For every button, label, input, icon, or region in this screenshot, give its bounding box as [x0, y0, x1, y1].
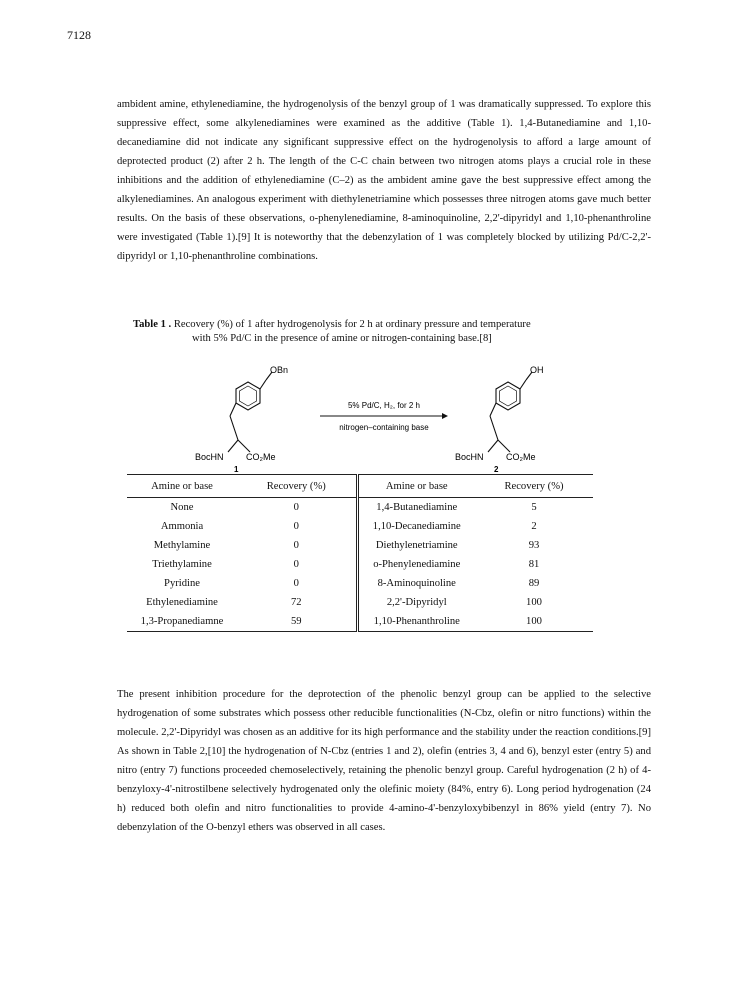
recovery-table [127, 474, 593, 632]
page-number: 7128 [67, 28, 91, 42]
cell-amine: 2,2'-Dipyridyl [357, 593, 475, 612]
cell-recovery: 81 [528, 559, 540, 570]
table-row [127, 593, 593, 612]
cell-recovery: 0 [293, 559, 299, 570]
cell-recovery: 0 [293, 502, 299, 513]
caption-line-2: with 5% Pd/C in the presence of amine or nitrogen-containing base.[8] [192, 333, 492, 344]
cell-amine: 1,10-Phenanthroline [357, 612, 475, 632]
cell-recovery: 72 [290, 597, 302, 608]
cell-amine: Pyridine [164, 578, 200, 589]
reaction-scheme [195, 360, 580, 474]
cell-amine: 1,10-Decanediamine [357, 517, 475, 536]
header-amine-2: Amine or base [357, 475, 475, 498]
caption-line-1: Recovery (%) of 1 after hydrogenolysis for 2 h at ordinary pressure and temperature [173, 319, 531, 330]
cell-recovery: 0 [293, 521, 299, 532]
table-row [127, 536, 593, 555]
cell-amine: Ethylenediamine [146, 597, 218, 608]
cell-recovery: 93 [528, 540, 540, 551]
reactant-structure [228, 372, 272, 452]
cell-amine: o-Phenylenediamine [357, 555, 475, 574]
cell-recovery: 0 [293, 540, 299, 551]
table-header-row [127, 475, 593, 498]
product-co2me: CO₂Me [506, 452, 536, 462]
product-bochn: BocHN [455, 452, 484, 462]
cell-recovery: 0 [293, 578, 299, 589]
table-row [127, 574, 593, 593]
paragraph-selective-hydrogenation: The present inhibition procedure for the deprotection of the phenolic benzyl group can be applied to the selective hydrogenation of some substrates which possess other reducible functionalities (N-Cbz, olefin or nitro functions) within the molecule. 2,2'-Dipyridyl was chosen as an additive for its high performance and the stability under the reaction conditions.[9] As shown in Table 2,[10] the hydrogenation of N-Cbz (entries 1 and 2), olefin (entries 3, 4 and 6), benzyl ester (entry 5) and nitro (entry 7) functions proceeded chemoselectively, retaining the phenolic benzyl group. Careful hydrogenation (2 h) of 4-benzyloxy-4'-nitrostilbene selectively hydrogenated only the olefinic moiety (84%, entry 6). Long period hydrogenation (24 h) reduced both olefin and nitro functionalities to provide 4-amino-4'-benzyloxybibenzyl in 86% yield (entry 7). No debenzylation of the O-benzyl ethers was observed in all cases. [117, 689, 651, 833]
reactant-bochn: BocHN [195, 452, 224, 462]
conditions-top: 5% Pd/C, H₂, for 2 h [347, 401, 421, 410]
header-recovery-2: Recovery (%) [475, 475, 593, 498]
cell-amine: Ammonia [160, 521, 204, 532]
cell-recovery: 2 [531, 521, 537, 532]
table-caption [133, 318, 603, 346]
cell-amine: 1,3-Propanediamne [127, 612, 237, 632]
product-structure [488, 372, 532, 452]
reactant-obn: OBn [270, 365, 289, 375]
paragraph-intro: ambident amine, ethylenediamine, the hydrogenolysis of the benzyl group of 1 was dramatically suppressed. To explore this suppressive effect, some alkylenediamines were examined as the additive (Table 1). 1,4-Butanediamine and 1,10-decanediamine did not indicate any significant suppressive effect on the hydrogenolysis to afford a large amount of deprotected product (2) after 2 h. The length of the C-C chain between two nitrogen atoms plays a crucial role in these inhibitions and the addition of ethylenediamine (C–2) as the ambident amine gave the best suppressive effect among the alkylenediamines. An analogous experiment with diethylenetriamine which possesses three nitrogen atoms gave much better results. On the basis of these observations, o-phenylenediamine, 8-aminoquinoline, 2,2'-dipyridyl and 1,10-phenanthroline were investigated (Table 1).[9] It is noteworthy that the debenzylation of 1 was completely blocked by utilizing Pd/C-2,2'-dipyridyl or 1,10-phenanthroline combinations. [117, 99, 651, 262]
product-oh: OH [530, 365, 544, 375]
cell-amine: Methylamine [153, 540, 211, 551]
cell-amine: None [170, 502, 194, 513]
table-row [127, 517, 593, 536]
cell-recovery: 59 [237, 612, 357, 632]
reactant-number: 1 [234, 465, 239, 474]
header-amine-1: Amine or base [127, 475, 237, 498]
table-label: Table 1 . [133, 319, 172, 330]
reaction-arrow [320, 413, 448, 419]
cell-recovery: 100 [475, 612, 593, 632]
reactant-co2me: CO₂Me [246, 452, 276, 462]
table-row [127, 498, 593, 518]
conditions-bottom: nitrogen–containing base [339, 423, 429, 432]
cell-recovery: 5 [531, 502, 537, 513]
cell-amine: Diethylenetriamine [357, 536, 475, 555]
cell-recovery: 89 [528, 578, 540, 589]
table-row [127, 555, 593, 574]
cell-amine: Triethylamine [152, 559, 212, 570]
table-row [127, 612, 593, 632]
header-recovery-1: Recovery (%) [237, 475, 357, 498]
cell-recovery: 100 [526, 597, 542, 608]
cell-amine: 8-Aminoquinoline [357, 574, 475, 593]
cell-amine: 1,4-Butanediamine [357, 498, 475, 518]
product-number: 2 [494, 465, 499, 474]
